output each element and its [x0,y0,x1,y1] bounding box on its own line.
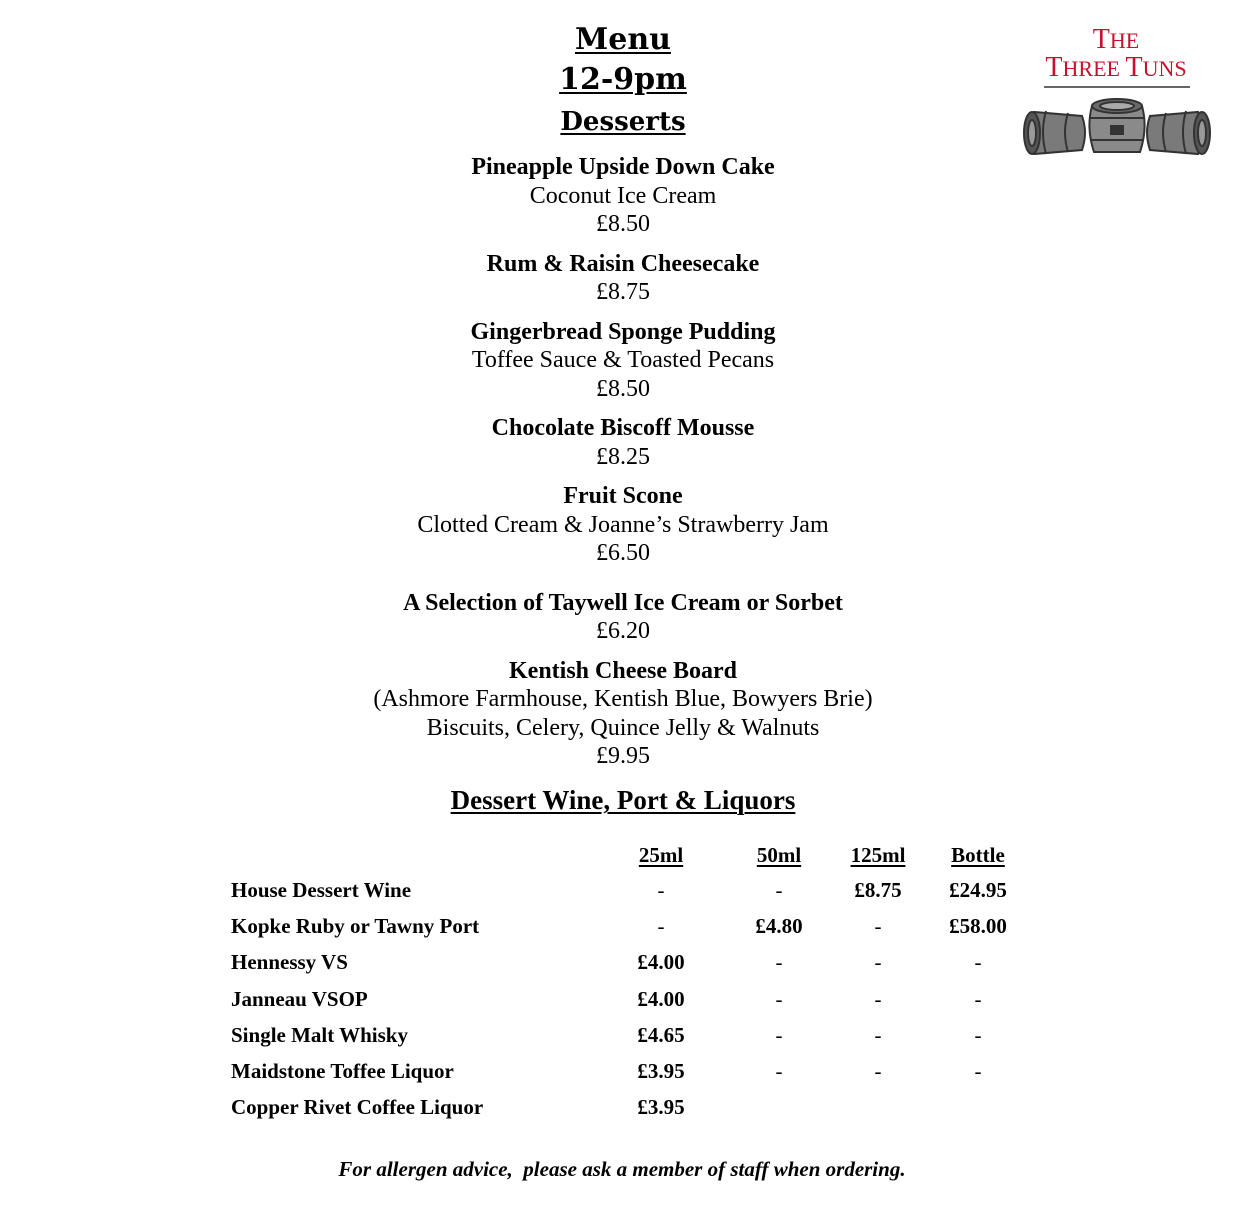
drink-name: Copper Rivet Coffee Liquor [231,1095,484,1120]
dessert-price: £9.95 [596,743,650,769]
price-25ml: £4.65 [637,1022,685,1047]
desserts-heading: Desserts [560,107,686,137]
price-50ml: - [775,1059,783,1084]
drink-name: Hennessy VS [231,950,348,975]
price-125ml: - [874,950,882,975]
dessert-name: Pineapple Upside Down Cake [471,154,775,180]
price-bottle: £58.00 [949,913,1007,938]
price-bottle: - [974,986,982,1011]
price-125ml: - [874,1059,882,1084]
price-125ml: - [874,1022,882,1047]
desserts-list [0,153,1240,782]
price-125ml [837,1090,919,1126]
price-25ml: - [657,913,665,938]
dessert-name: Rum & Raisin Cheesecake [486,250,760,277]
price-bottle: - [974,1059,982,1084]
dessert-price: £6.50 [596,540,650,566]
table-row [231,1017,1037,1053]
dessert-description: Coconut Ice Cream [529,182,717,209]
dessert-description: Toffee Sauce & Toasted Pecans [471,347,775,373]
dessert-price: £8.25 [596,443,650,470]
drinks-header-row [231,838,1037,872]
dessert-description: (Ashmore Farmhouse, Kentish Blue, Bowyers Brie) [373,686,873,712]
menu-title: Menu [575,22,671,57]
price-125ml: £8.75 [854,877,902,902]
price-25ml: - [657,877,665,902]
price-bottle: £24.95 [949,877,1007,902]
table-row [231,1053,1037,1089]
menu-hours: 12-9pm [559,62,687,97]
price-bottle: - [974,950,982,975]
dessert-name: Chocolate Biscoff Mousse [491,415,755,441]
logo-line-2: THREE TUNS [1045,52,1187,83]
dessert-item [0,318,1240,404]
dessert-name: A Selection of Taywell Ice Cream or Sorbet [403,589,843,616]
price-50ml: - [775,877,783,902]
column-header-25ml: 25ml [638,842,684,867]
column-header-125ml: 125ml [850,842,906,867]
table-row [231,945,1037,981]
price-bottle [919,1090,1037,1126]
price-50ml: £4.80 [755,913,803,938]
price-50ml: - [775,986,783,1011]
dessert-description: Clotted Cream & Joanne’s Strawberry Jam [417,511,829,538]
price-25ml: £4.00 [637,986,685,1011]
dessert-item [0,482,1240,568]
table-row [231,908,1037,944]
price-125ml: - [874,986,882,1011]
drink-name: Single Malt Whisky [231,1022,408,1047]
dessert-name: Gingerbread Sponge Pudding [470,318,776,345]
drinks-heading: Dessert Wine, Port & Liquors [450,785,796,815]
column-header-bottle: Bottle [951,842,1005,867]
logo-line-1: THE [1092,24,1140,55]
drinks-table [231,838,1037,1126]
dessert-item [0,589,1240,646]
price-25ml: £3.95 [637,1095,685,1120]
dessert-name: Kentish Cheese Board [509,657,737,684]
drink-name: Janneau VSOP [231,986,368,1011]
price-50ml: - [775,1022,783,1047]
dessert-description-2: Biscuits, Celery, Quince Jelly & Walnuts [426,714,820,741]
dessert-price: £8.50 [596,211,650,237]
price-125ml: - [874,913,882,938]
dessert-item [0,250,1240,307]
price-25ml: £3.95 [637,1059,685,1084]
drink-name: Maidstone Toffee Liquor [231,1059,454,1084]
allergen-notice: For allergen advice, please ask a member of staff when ordering. [338,1157,906,1181]
table-row [231,1090,1037,1126]
column-header-50ml: 50ml [756,842,802,867]
price-50ml: - [775,950,783,975]
dessert-price: £8.50 [596,375,650,402]
table-row [231,981,1037,1017]
drink-name: House Dessert Wine [231,877,412,902]
price-25ml: £4.00 [637,950,685,975]
price-50ml [721,1090,837,1126]
dessert-item [0,657,1240,771]
column-header-blank [231,838,601,872]
drink-name: Kopke Ruby or Tawny Port [231,913,480,938]
dessert-name: Fruit Scone [563,483,683,509]
price-bottle: - [974,1022,982,1047]
dessert-item [0,153,1240,239]
table-row [231,872,1037,908]
dessert-price: £8.75 [596,279,650,305]
dessert-price: £6.20 [596,618,650,644]
dessert-item [0,414,1240,471]
